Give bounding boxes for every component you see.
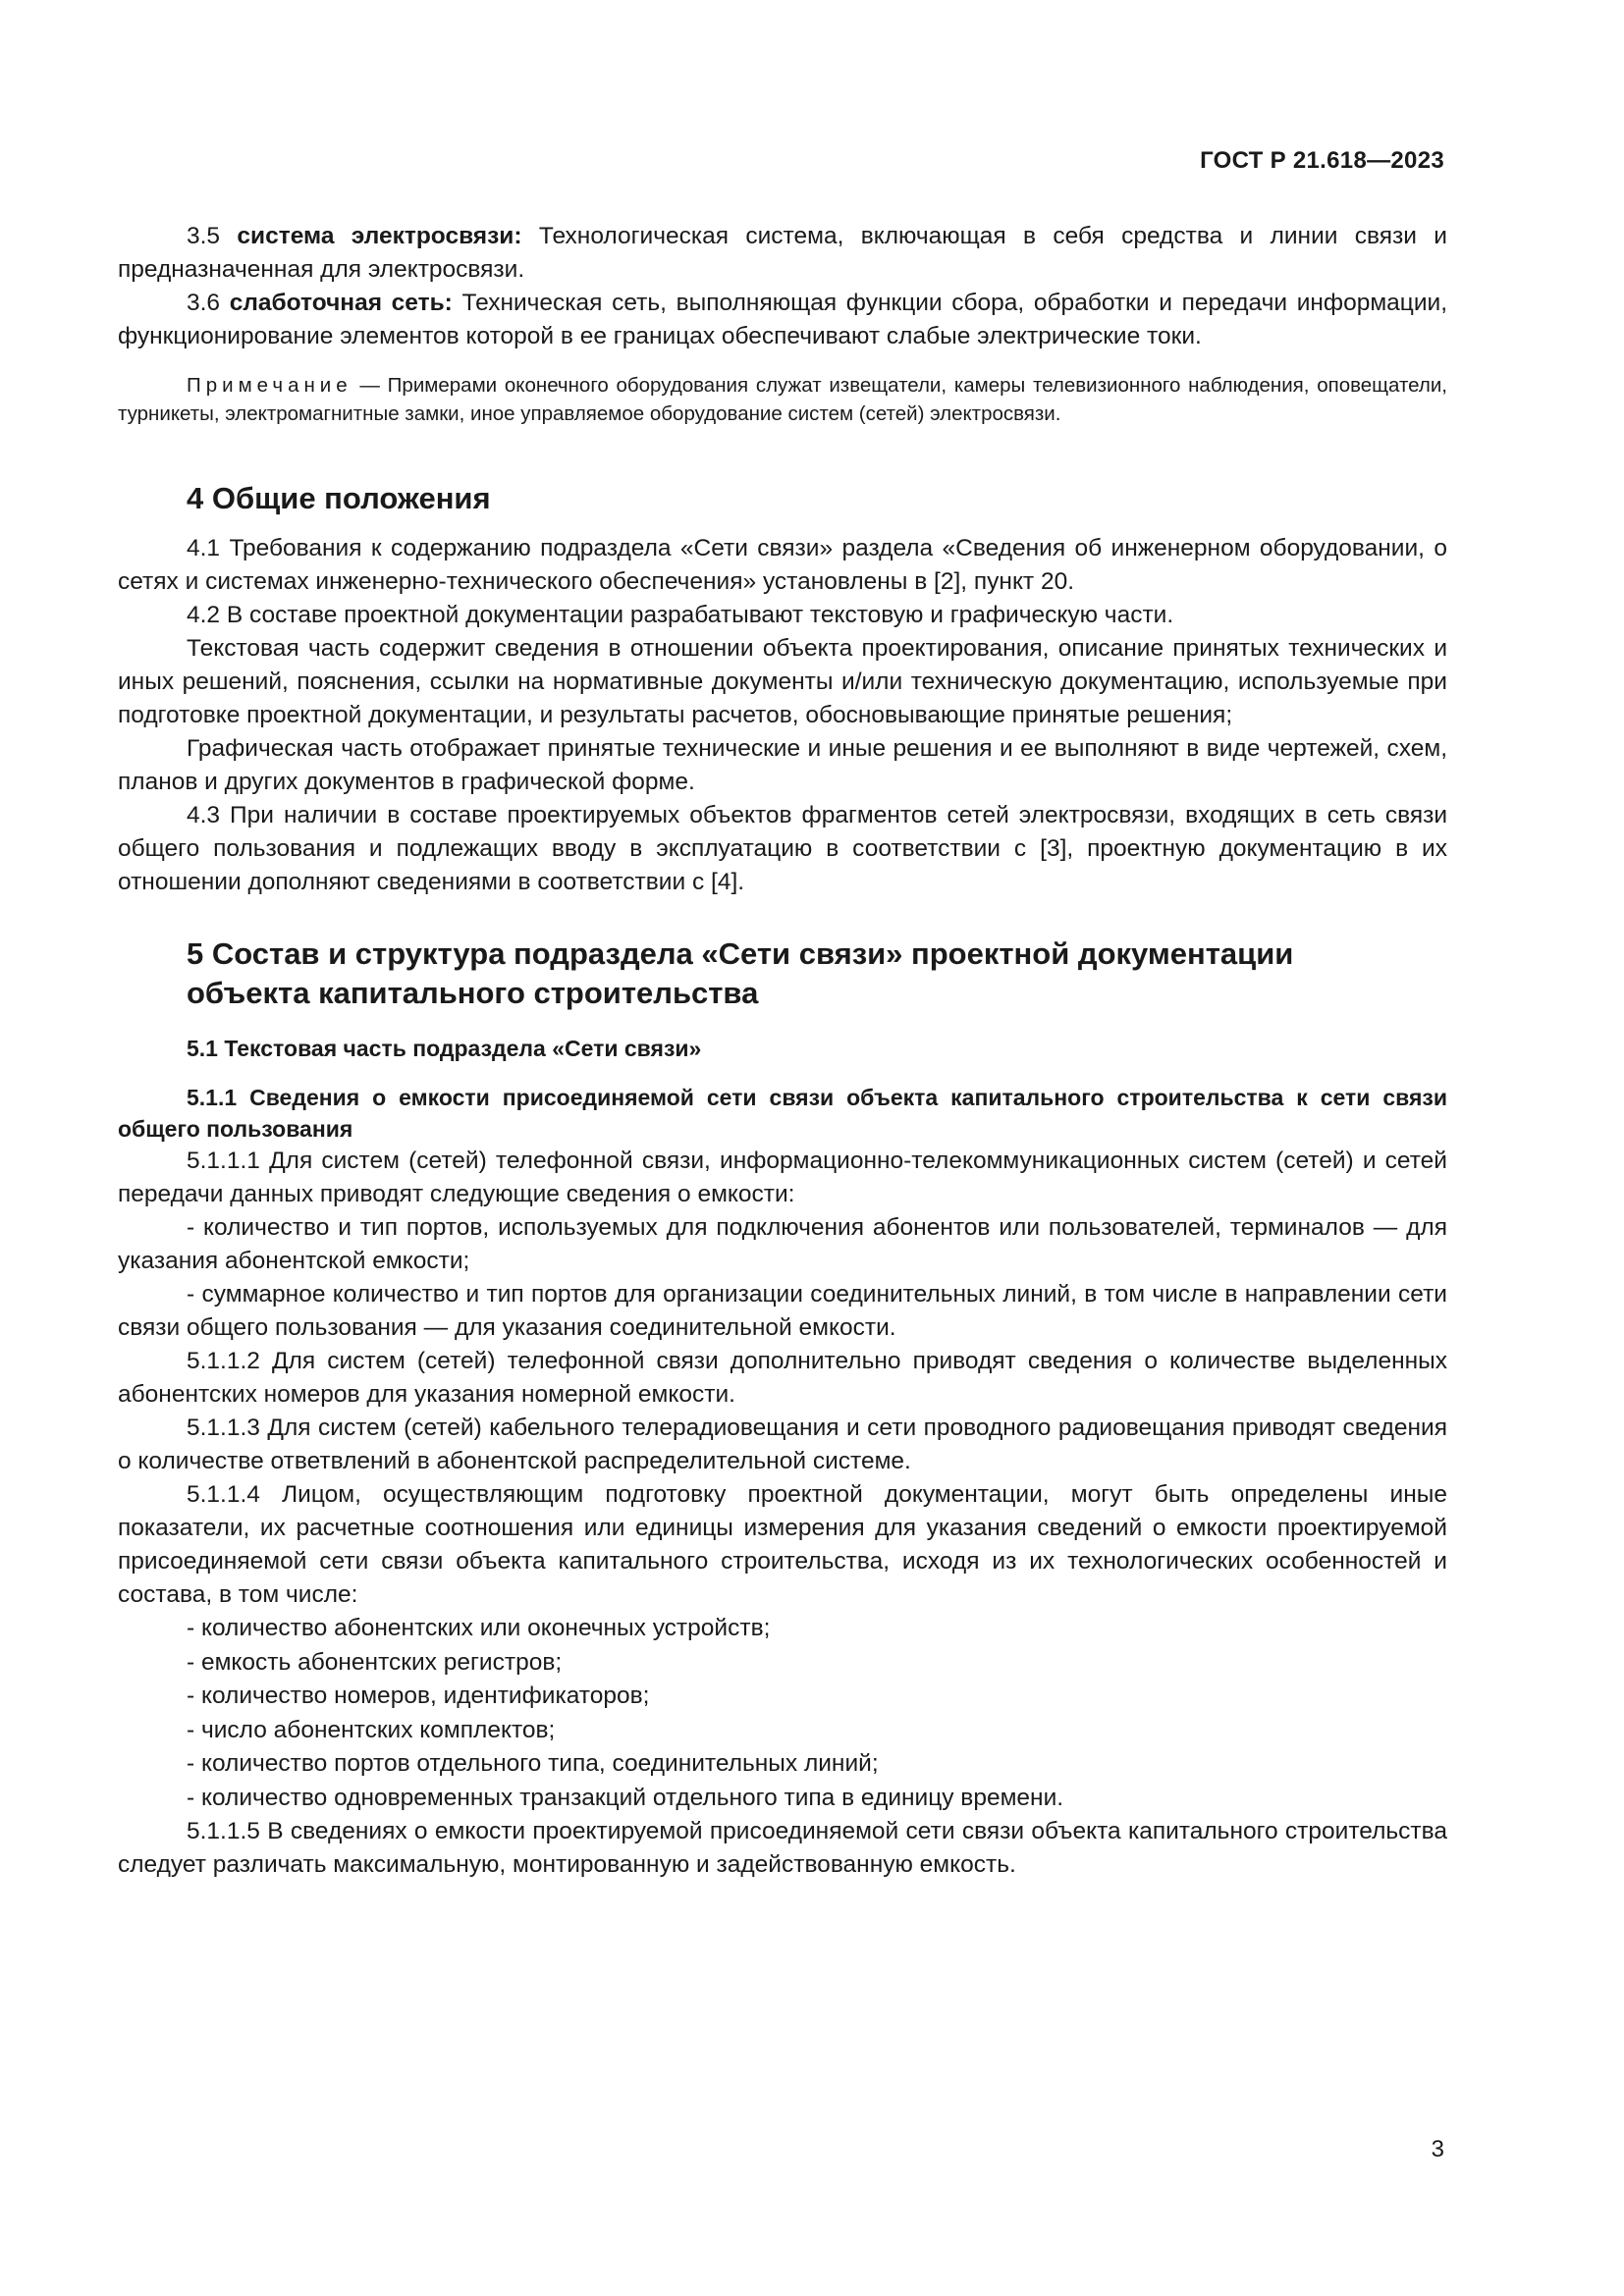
paragraph-text-part: Текстовая часть содержит сведения в отношении объекта проектирования, описание принятых технических и иных решений, пояснения, ссылки на нормативные документы и/или техническую документацию, используемые при подготовке проектной документации, и результаты расчетов, обосновывающие принятые решения; [118, 635, 1447, 728]
section-5-title-line1: 5 Состав и структура подраздела «Сети связи» проектной документации [187, 936, 1294, 971]
section-4-title: 4 Общие положения [187, 481, 491, 515]
paragraph-4-3: 4.3 При наличии в составе проектируемых объектов фрагментов сетей электросвязи, входящих в сеть связи общего пользования и подлежащих вводу в эксплуатацию в соответствии с [3], проектную документацию в их отношении дополняют сведениями в соответствии с [4]. [118, 802, 1447, 895]
page-number: 3 [1431, 2136, 1444, 2163]
note-text: — Примерами оконечного оборудования служат извещатели, камеры телевизионного наблюдения, оповещатели, турникеты, электромагнитные замки, иное управляемое оборудование систем (сетей) электросвязи. [118, 374, 1447, 425]
list-item: - количество одновременных транзакций отдельного типа в единицу времени. [187, 1784, 1064, 1811]
paragraph-4-1: 4.1 Требования к содержанию подраздела «Сети связи» раздела «Сведения об инженерном оборудовании, о сетях и системах инженерно-технического обеспечения» установлены в [2], пункт 20. [118, 535, 1447, 595]
note-label: Примечание [187, 374, 352, 397]
paragraph-5-1-1-4: 5.1.1.4 Лицом, осуществляющим подготовку проектной документации, могут быть определены иные показатели, их расчетные соотношения или единицы измерения для указания сведений о емкости проектируемой присоединяемой сети связи объекта капитального строительства, исходя из их технологических особенностей и состава, в том числе: [118, 1481, 1447, 1608]
paragraph-4-2: 4.2 В составе проектной документации разрабатывают текстовую и графическую части. [187, 602, 1174, 628]
paragraph-5-1-1-5: 5.1.1.5 В сведениях о емкости проектируемой присоединяемой сети связи объекта капитального строительства следует различать максимальную, монтированную и задействованную емкость. [118, 1818, 1447, 1878]
definition-text: Техническая сеть, выполняющая функции сбора, обработки и передачи информации, функционирование элементов которой в ее границах обеспечивают слабые электрические токи. [118, 290, 1447, 349]
definition-number: 3.5 [187, 223, 221, 249]
list-item: - число абонентских комплектов; [187, 1716, 556, 1743]
subsection-5-1-1-title: 5.1.1 Сведения о емкости присоединяемой сети связи объекта капитального строительства к сети связи общего пользования [118, 1085, 1447, 1142]
page-content [118, 220, 1447, 1882]
note [118, 371, 1447, 428]
paragraph-5-1-1-2: 5.1.1.2 Для систем (сетей) телефонной связи дополнительно приводят сведения о количестве выделенных абонентских номеров для указания номерной емкости. [118, 1348, 1447, 1408]
document-header: ГОСТ Р 21.618—2023 [1200, 147, 1444, 174]
list-item: - количество портов отдельного типа, соединительных линий; [187, 1750, 879, 1777]
list-item: - количество номеров, идентификаторов; [187, 1682, 650, 1709]
definition-term: система электросвязи: [237, 223, 522, 249]
definition-number: 3.6 [187, 290, 221, 316]
definition-3-5 [118, 220, 1447, 287]
paragraph-5-1-1-1: 5.1.1.1 Для систем (сетей) телефонной связи, информационно-телекоммуникационных систем (сетей) и сетей передачи данных приводят следующие сведения о емкости: [118, 1148, 1447, 1207]
list-item: - емкость абонентских регистров; [187, 1648, 563, 1676]
list-item: - количество и тип портов, используемых для подключения абонентов или пользователей, терминалов — для указания абонентской емкости; [118, 1214, 1447, 1274]
definition-term: слаботочная сеть: [229, 290, 453, 316]
definition-3-6 [118, 287, 1447, 353]
list-item: - количество абонентских или оконечных устройств; [187, 1615, 771, 1641]
list-item: - суммарное количество и тип портов для организации соединительных линий, в том числе в направлении сети связи общего пользования — для указания соединительной емкости. [118, 1281, 1447, 1341]
definition-text: Технологическая система, включающая в себя средства и линии связи и предназначенная для электросвязи. [118, 223, 1447, 283]
paragraph-5-1-1-3: 5.1.1.3 Для систем (сетей) кабельного телерадиовещания и сети проводного радиовещания приводят сведения о количестве ответвлений в абонентской распределительной системе. [118, 1415, 1447, 1474]
paragraph-graphic-part: Графическая часть отображает принятые технические и иные решения и ее выполняют в виде чертежей, схем, планов и других документов в графической форме. [118, 735, 1447, 795]
section-5-title [118, 934, 1447, 1013]
subsection-5-1-title: 5.1 Текстовая часть подраздела «Сети связи» [187, 1036, 702, 1061]
section-5-title-line2: объекта капитального строительства [187, 976, 759, 1010]
